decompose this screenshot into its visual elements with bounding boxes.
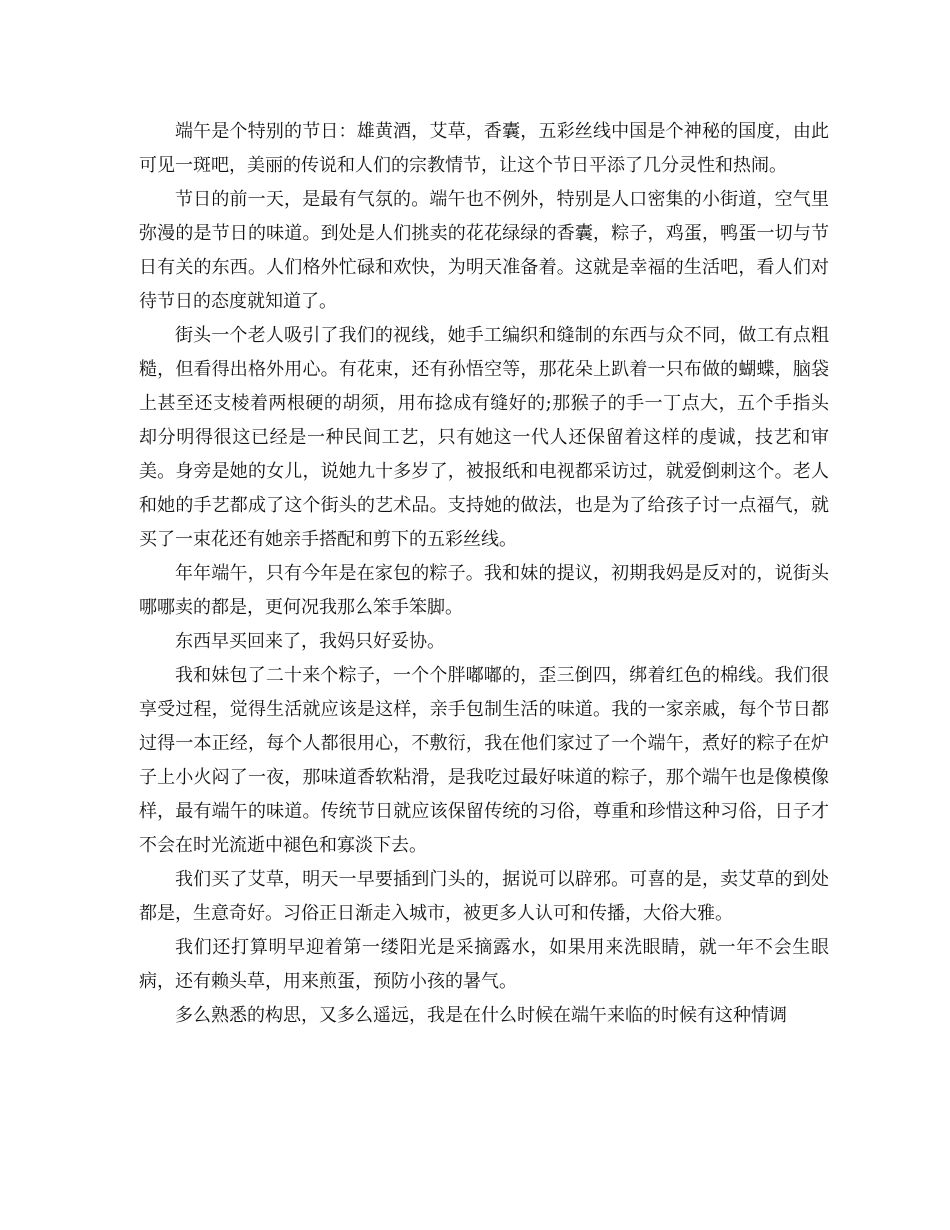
paragraph-9: 多么熟悉的构思，又多么遥远，我是在什么时候在端午来临的时候有这种情调 (175, 1005, 787, 1026)
paragraph-4: 年年端午，只有今年是在家包的粽子。我和妹的提议，初期我妈是反对的，说街头哪哪卖的都是，更何况我那么笨手笨脚。 (139, 563, 829, 618)
document-page (139, 115, 829, 1033)
paragraph-1: 端午是个特别的节日：雄黄酒，艾草，香囊，五彩丝线中国是个神秘的国度，由此可见一斑吧，美丽的传说和人们的宗教情节，让这个节日平添了几分灵性和热闹。 (139, 121, 829, 176)
paragraph-3: 街头一个老人吸引了我们的视线，她手工编织和缝制的东西与众不同，做工有点粗糙，但看得出格外用心。有花束，还有孙悟空等，那花朵上趴着一只布做的蝴蝶，脑袋上甚至还支棱着两根硬的胡须，用布捻成有缝好的;那猴子的手一丁点大，五个手指头却分明得很这已经是一种民间工艺，只有她这一代人还保留着这样的虔诚，技艺和审美。身旁是她的女儿，说她九十多岁了，被报纸和电视都采访过，就爱倒刺这个。老人和她的手艺都成了这个街头的艺术品。支持她的做法，也是为了给孩子讨一点福气，就买了一束花还有她亲手搭配和剪下的五彩丝线。 (139, 325, 829, 550)
paragraph-6: 我和妹包了二十来个粽子，一个个胖嘟嘟的，歪三倒四，绑着红色的棉线。我们很享受过程，觉得生活就应该是这样，亲手包制生活的味道。我的一家亲戚，每个节日都过得一本正经，每个人都很用心，不敷衍，我在他们家过了一个端午，煮好的粽子在炉子上小火闷了一夜，那味道香软粘滑，是我吃过最好味道的粽子，那个端午也是像模像样，最有端午的味道。传统节日就应该保留传统的习俗，尊重和珍惜这种习俗，日子才不会在时光流逝中褪色和寡淡下去。 (139, 665, 829, 856)
paragraph-2: 节日的前一天，是最有气氛的。端午也不例外，特别是人口密集的小街道，空气里弥漫的是节日的味道。到处是人们挑卖的花花绿绿的香囊，粽子，鸡蛋，鸭蛋一切与节日有关的东西。人们格外忙碌和欢快，为明天准备着。这就是幸福的生活吧，看人们对待节日的态度就知道了。 (139, 189, 829, 312)
paragraph-8: 我们还打算明早迎着第一缕阳光是采摘露水，如果用来洗眼睛，就一年不会生眼病，还有赖头草，用来煎蛋，预防小孩的暑气。 (139, 937, 829, 992)
paragraph-7: 我们买了艾草，明天一早要插到门头的，据说可以辟邪。可喜的是，卖艾草的到处都是，生意奇好。习俗正日渐走入城市，被更多人认可和传播，大俗大雅。 (139, 869, 829, 924)
paragraph-5: 东西早买回来了，我妈只好妥协。 (175, 631, 445, 652)
